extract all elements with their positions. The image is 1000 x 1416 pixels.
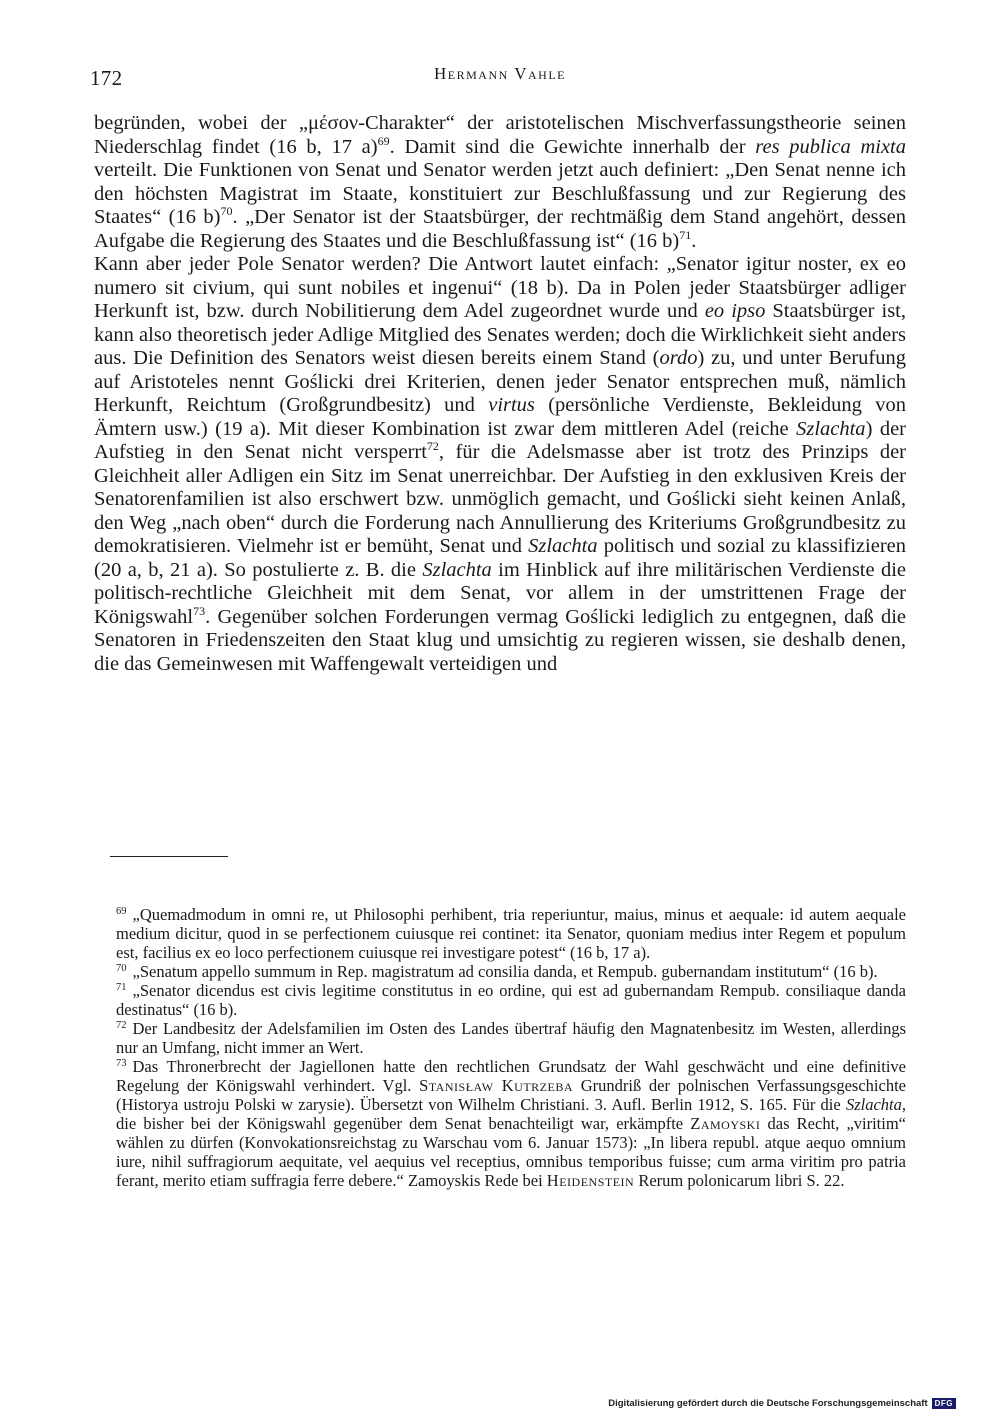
footnote-text: „Senator dicendus est civis legitime constitutus in eo ordine, qui est ad gubernandam Rempub. consiliaque danda destinatus“ (16 b). [116, 981, 906, 1019]
footnote-73 [116, 1057, 906, 1190]
running-head: Hermann Vahle [434, 64, 566, 83]
main-text [94, 112, 906, 676]
footnote-text: „Senatum appello summum in Rep. magistratum ad consilia danda, et Rempub. gubernandam institutum“ (16 b). [132, 962, 878, 981]
footnote-number: 70 [116, 962, 127, 974]
footnote-ref-71[interactable]: 71 [679, 227, 692, 242]
italic-term: Szlachta [796, 417, 866, 440]
footnote-number: 71 [116, 981, 127, 993]
footnote-text: die bisher bei der Königswahl gegenüber dem Senat benachteiligt war, erkämpfte [116, 1114, 691, 1133]
text-span: . Damit sind die Gewichte innerhalb der [389, 135, 756, 158]
text-span: Staatsbürger ist, kann also theoretisch jeder Adlige Mitglied des Senates werden; doch die Wirklichkeit sieht anders aus. Die Definition des Senators weist diesen bereits einem Stand ( [94, 300, 907, 369]
italic-term: Szlachta, [845, 1095, 906, 1114]
text-span: . Gegenüber solchen Forderungen vermag Goślicki lediglich zu entgegnen, daß die Senatoren in Friedenszeiten den Staat klug und umsichtig zu regieren wissen, sie deshalb denen, die das Gemeinwesen mit Waffengewalt verteidigen und [94, 605, 906, 675]
dfg-logo: DFG [932, 1398, 956, 1409]
digitization-credit [608, 1398, 956, 1409]
italic-term: res publica mixta [755, 135, 906, 158]
footnote-number: 73 [116, 1057, 127, 1069]
author-name: Heidenstein [546, 1171, 635, 1190]
text-span: . [691, 229, 697, 252]
footnote-text: Der Landbesitz der Adelsfamilien im Osten des Landes übertraf häufig den Magnatenbesitz im Westen, allerdings nur an Umfang, nicht immer an Wert. [116, 1019, 906, 1057]
footnote-text: Grundriß der polnischen Verfassungsgeschichte (Historya ustroju Polski w zarysie). Übersetzt von Wilhelm Christiani. 3. Aufl. Berlin 1912, S. 165. Für die [116, 1076, 906, 1114]
footnote-ref-73[interactable]: 73 [193, 603, 206, 618]
footnote-number: 69 [116, 905, 127, 917]
author-name: Stanisław Kutrzeba [419, 1076, 574, 1095]
credit-text: Digitalisierung gefördert durch die Deutsche Forschungsgemeinschaft [608, 1398, 928, 1409]
text-span: verteilt. Die Funktionen von Senat und Senator werden jetzt auch definiert: „Den Senat nenne ich den höchsten Magistrat im Staate, konstituiert zur Beschlußfassung und zur Regierung des Staates“ (16 b) [94, 159, 906, 228]
footnote-text: Rerum polonicarum libri S. 22. [634, 1171, 845, 1190]
text-span: Kann aber jeder Pole Senator werden? Die Antwort lautet einfach: „Senator igitur noster, ex eo numero sit civium, qui sunt nobiles et ingenui“ (18 b). Da in Polen jeder Staatsbürger adliger Herkunft ist, bzw. durch Nobilitierung dem Adel zugeordnet wurde und [94, 253, 906, 322]
italic-term: Szlachta [422, 558, 492, 581]
paragraph-1 [94, 112, 906, 253]
text-span: , für die Adelsmasse aber ist trotz des Prinzips der Gleichheit aller Adligen ein Sitz im Senat unerreichbar. Der Aufstieg in den exklusiven Kreis der Senatorenfamilien ist also erschwert bzw. unmöglich gemacht, und Goślicki sieht keinen Anlaß, den Weg „nach oben“ durch die Forderung nach Annullierung des Kriteriums Großgrundbesitz zu demokratisieren. Vielmehr ist er bemüht, Senat und [94, 441, 906, 557]
italic-term: virtus [488, 394, 535, 416]
italic-term: eo ipso [704, 300, 766, 322]
footnote-text: Das Thronerbrecht der Jagiellonen hatte den rechtlichen Grundsatz der Wahl geschwächt und eine definitive Regelung der Königswahl verhindert. Vgl. [116, 1057, 906, 1095]
footnote-71 [116, 981, 906, 1019]
text-span: . „Der Senator ist der Staatsbürger, der rechtmäßig dem Stand angehört, dessen Aufgabe die Regierung des Staates und die Beschlußfassung ist“ (16 b) [94, 206, 906, 252]
author-name: Zamoyski [690, 1114, 761, 1133]
text-span: ) der Aufstieg in den Senat nicht versperrt [94, 417, 906, 463]
footnote-69 [116, 905, 906, 962]
page-number: 172 [90, 66, 123, 90]
text-span: (persönliche Verdienste, Bekleidung von Ämtern usw.) (19 a). Mit dieser Kombination ist zwar dem mittleren Adel (reiche [94, 394, 906, 440]
text-span: ) zu, und unter Berufung auf Aristoteles nennt Goślicki drei Kriterien, denen jeder Senator entsprechen muß, nämlich Herkunft, Reichtum (Großgrundbesitz) und [94, 347, 906, 416]
italic-term: Szlachta [528, 535, 598, 557]
footnote-number: 72 [116, 1019, 127, 1031]
text-span: im Hinblick auf ihre militärischen Verdienste die politisch-rechtliche Gleichheit mit dem Senat, vor allem in der umstrittenen Frage der Königswahl [94, 558, 906, 628]
footnote-text: das Recht, „viritim“ wählen zu dürfen (Konvokationsreichstag zu Warschau vom 6. Januar 1573): „In libera republ. atque aequo omnium iure, nihil suffragiorum aequitate, vel aequius vel receptius, omnibus temporibus fuisse; cum arma viritim pro patria ferant, merito etiam suffragia ferre debere.“ Zamoyskis Rede bei [116, 1114, 907, 1190]
footnote-text: „Quemadmodum in omni re, ut Philosophi perhibent, tria reperiuntur, maius, minus et aequale: id autem aequale medium dicitur, quod in se perfectionem cuiusque rei continet: ita Senator, quoniam medius inter Regem et populum est, facilius ex eo loco perfectionem cuiusque rei investigare potest“ (16 b, 17 a). [116, 905, 906, 962]
paragraph-2 [94, 253, 906, 676]
footnote-ref-69[interactable]: 69 [377, 133, 390, 148]
footnote-70 [116, 962, 906, 981]
footnote-ref-72[interactable]: 72 [426, 439, 439, 454]
footnote-divider [110, 856, 228, 857]
footnotes [116, 905, 906, 1190]
text-span: politisch und sozial zu klassifizieren (20 a, b, 21 a). So postulierte z. B. die [94, 535, 907, 581]
footnote-ref-70[interactable]: 70 [220, 204, 233, 219]
italic-term: ordo [659, 347, 698, 369]
text-span: begründen, wobei der „μέσον-Charakter“ der aristotelischen Mischverfassungstheorie seinen Niederschlag findet (16 b, 17 a) [94, 112, 906, 158]
footnote-72 [116, 1019, 906, 1057]
